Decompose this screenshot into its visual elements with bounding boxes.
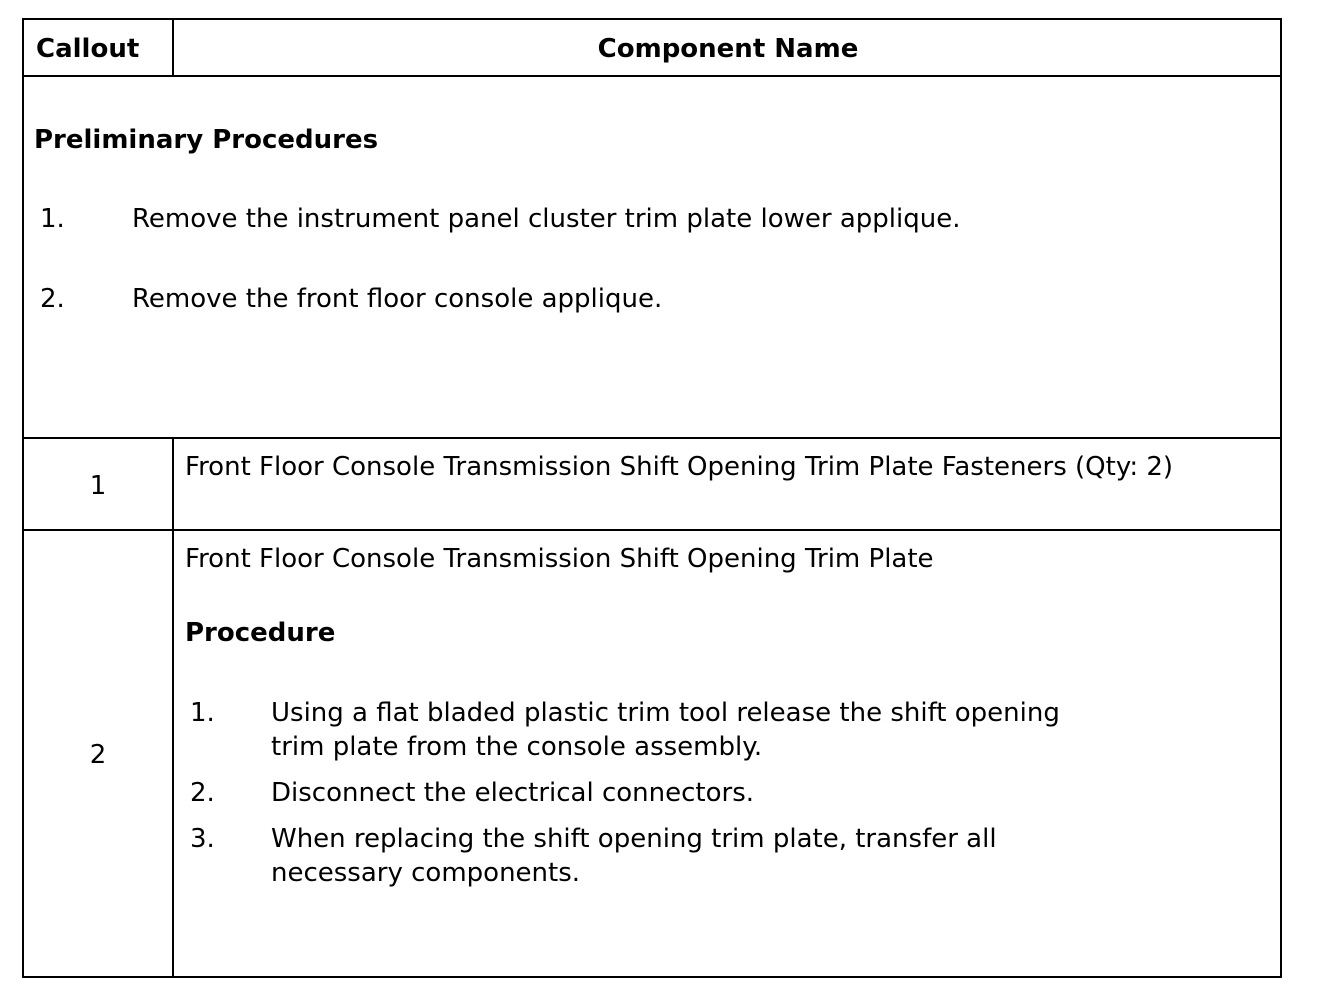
preliminary-step-number: 1. bbox=[40, 204, 65, 234]
row2-step-text: trim plate from the console assembly. bbox=[271, 732, 763, 762]
preliminary-title: Preliminary Procedures bbox=[34, 125, 379, 155]
row1-callout: 1 bbox=[89, 471, 107, 501]
body-column-divider bbox=[172, 437, 174, 976]
row2-step-text: Using a flat bladed plastic trim tool release the shift opening bbox=[271, 698, 1060, 728]
row1-divider bbox=[24, 529, 1280, 531]
preliminary-step-number: 2. bbox=[40, 284, 65, 314]
row2-step-number: 3. bbox=[190, 824, 215, 854]
preliminary-step-text: Remove the instrument panel cluster trim plate lower applique. bbox=[132, 204, 961, 234]
header-divider bbox=[24, 75, 1280, 77]
header-callout: Callout bbox=[36, 34, 140, 64]
row2-step-number: 2. bbox=[190, 778, 215, 808]
row2-callout: 2 bbox=[89, 740, 107, 770]
row2-step-text: Disconnect the electrical connectors. bbox=[271, 778, 755, 808]
components-table bbox=[22, 18, 1282, 978]
row2-step-text: When replacing the shift opening trim plate, transfer all bbox=[271, 824, 997, 854]
row1-component-name: Front Floor Console Transmission Shift Opening Trim Plate Fasteners (Qty: 2) bbox=[185, 452, 1174, 482]
header-component-name: Component Name bbox=[597, 34, 859, 64]
row2-component-name: Front Floor Console Transmission Shift Opening Trim Plate bbox=[185, 544, 934, 574]
preliminary-step-text: Remove the front floor console applique. bbox=[132, 284, 663, 314]
row2-step-text: necessary components. bbox=[271, 858, 581, 888]
row2-step-number: 1. bbox=[190, 698, 215, 728]
row2-procedure-title: Procedure bbox=[185, 618, 336, 648]
preliminary-divider bbox=[24, 437, 1280, 439]
